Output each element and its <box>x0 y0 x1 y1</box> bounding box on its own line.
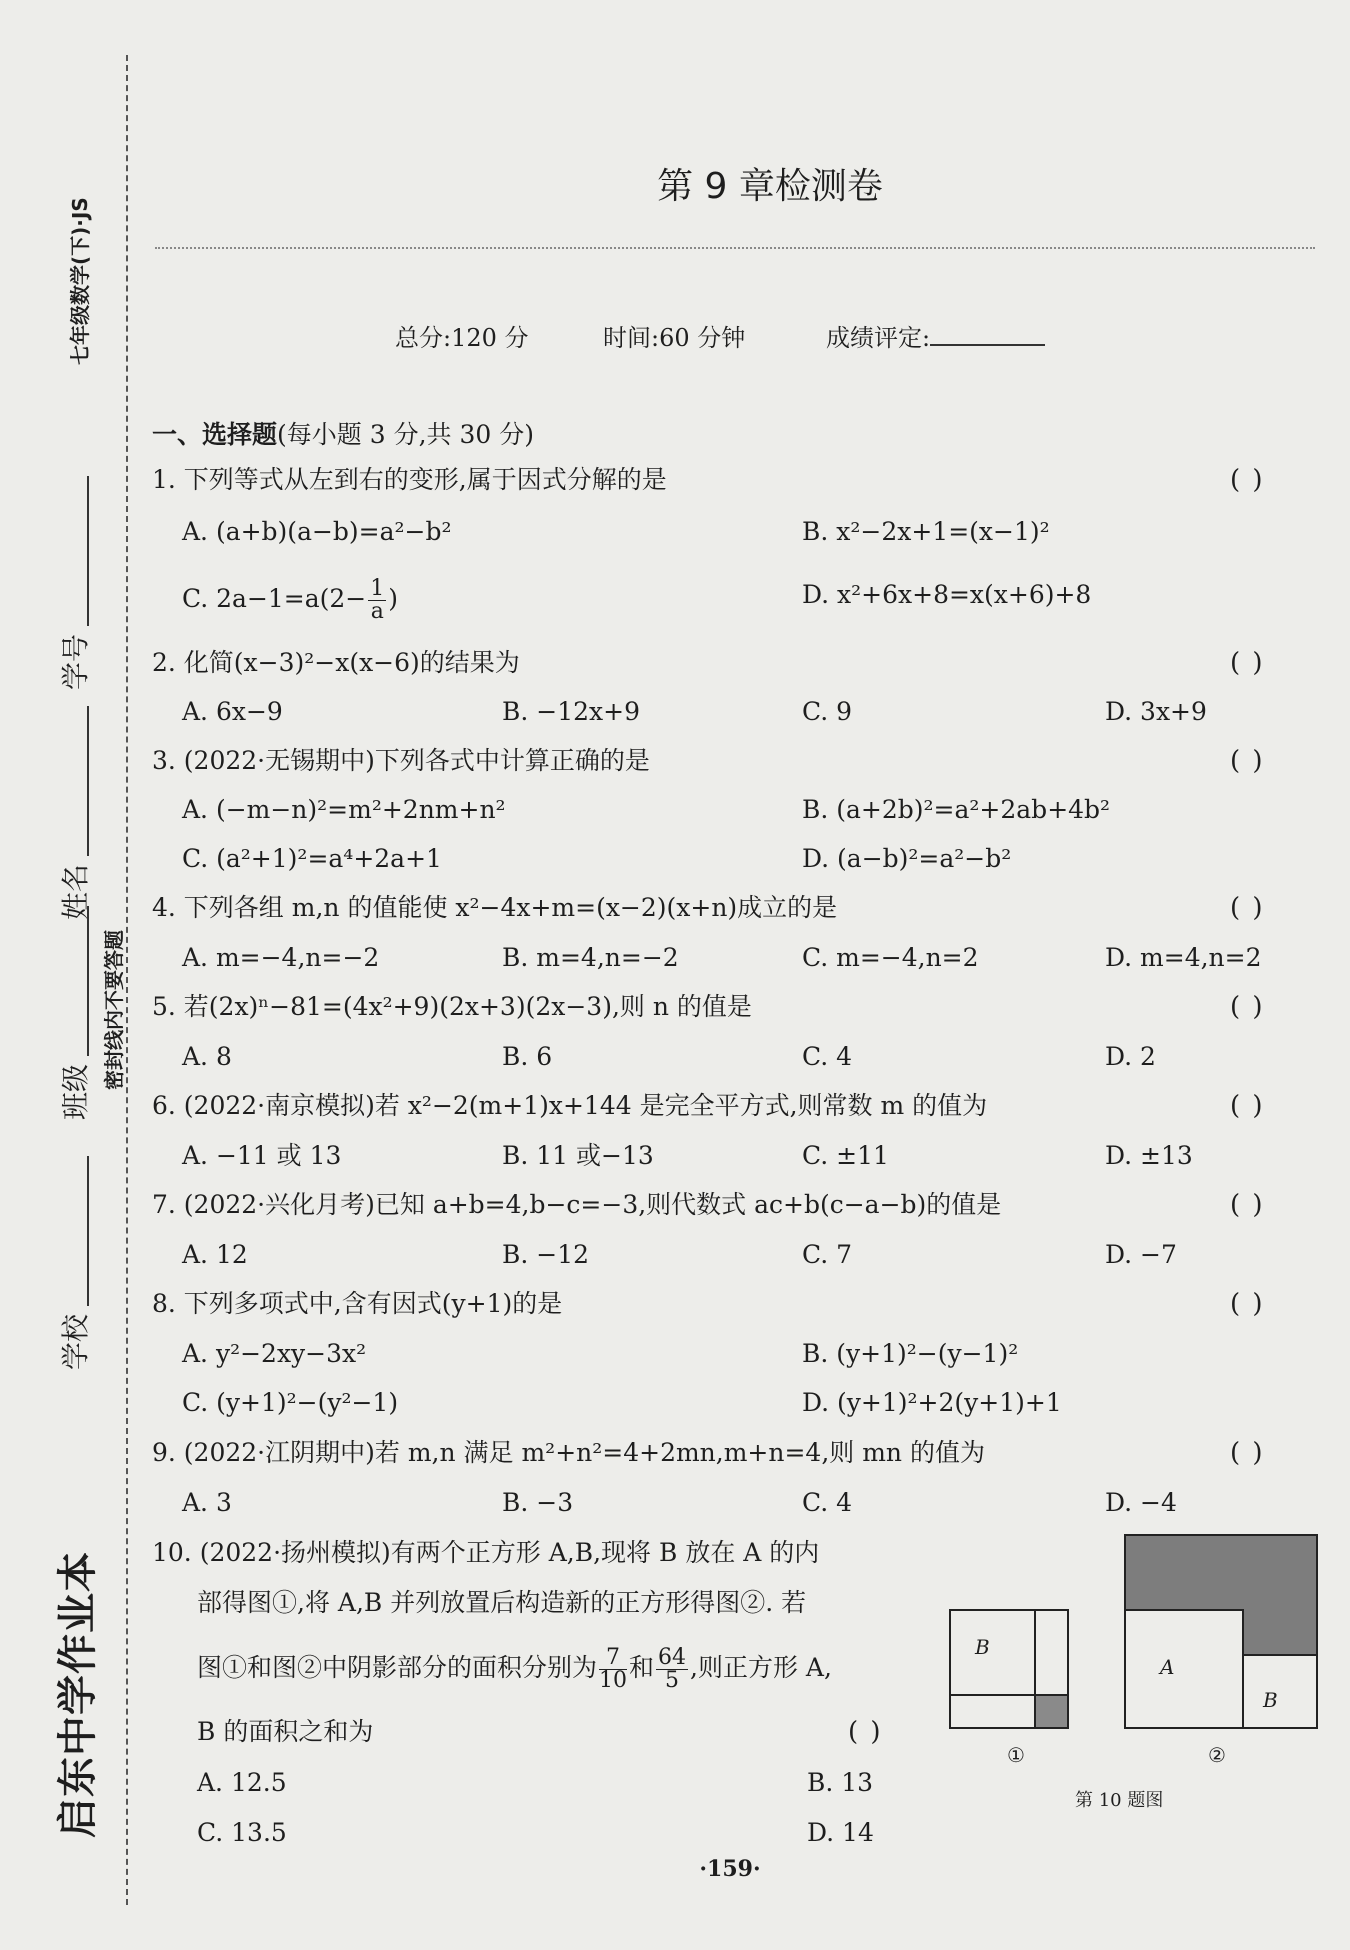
section-label: 一、选择题 <box>152 420 278 449</box>
q7-answer-blank[interactable]: ( ) <box>1230 1190 1265 1220</box>
q10-stem-line3 <box>197 1647 832 1692</box>
section-heading <box>152 418 534 452</box>
q3-option-a[interactable]: A. (−m−n)²=m²+2nm+n² <box>182 795 506 824</box>
q6-answer-blank[interactable]: ( ) <box>1230 1091 1265 1121</box>
figure-caption: 第 10 题图 <box>1075 1790 1164 1811</box>
figure-2-square-a <box>1125 1610 1243 1728</box>
figure-2-label-a: A <box>1160 1655 1175 1679</box>
q1-fraction-num: 1 <box>370 576 385 601</box>
q4-answer-blank[interactable]: ( ) <box>1230 893 1265 923</box>
q10-answer-blank[interactable]: ( ) <box>848 1717 883 1747</box>
q10-option-d[interactable]: D. 14 <box>807 1818 874 1847</box>
q7-option-a[interactable]: A. 12 <box>182 1240 248 1269</box>
q5-stem: 5. 若(2x)ⁿ−81=(4x²+9)(2x+3)(2x−3),则 n 的值是 <box>152 992 752 1021</box>
q1-option-c-post: ) <box>388 584 399 613</box>
page-number: ·159· <box>699 1856 761 1882</box>
q7-option-d[interactable]: D. −7 <box>1105 1240 1177 1269</box>
q4-option-d[interactable]: D. m=4,n=2 <box>1105 943 1262 972</box>
figure-2-label-b: B <box>1263 1688 1278 1712</box>
q4-option-a[interactable]: A. m=−4,n=−2 <box>182 943 380 972</box>
q10-figure <box>940 1530 1320 1790</box>
student-id-label: 学号 <box>59 633 92 690</box>
q5-option-d[interactable]: D. 2 <box>1105 1042 1156 1071</box>
student-id-blank[interactable] <box>63 476 89 626</box>
q3-stem: 3. (2022·无锡期中)下列各式中计算正确的是 <box>152 746 650 775</box>
q8-option-a[interactable]: A. y²−2xy−3x² <box>182 1339 367 1368</box>
q9-option-d[interactable]: D. −4 <box>1105 1488 1177 1517</box>
q8-option-b[interactable]: B. (y+1)²−(y−1)² <box>802 1339 1019 1368</box>
q7-stem: 7. (2022·兴化月考)已知 a+b=4,b−c=−3,则代数式 ac+b(c−a−b)的值是 <box>152 1190 1002 1219</box>
q1-answer-blank[interactable]: ( ) <box>1230 465 1265 495</box>
seal-note: 密封线内不要答题 <box>102 930 126 1090</box>
q4-stem: 4. 下列各组 m,n 的值能使 x²−4x+m=(x−2)(x+n)成立的是 <box>152 893 838 922</box>
school-label: 学校 <box>59 1313 92 1370</box>
q9-option-b[interactable]: B. −3 <box>502 1488 574 1517</box>
figure-2 <box>1125 1535 1317 1728</box>
q10-fraction-2 <box>656 1647 688 1692</box>
q3-option-d[interactable]: D. (a−b)²=a²−b² <box>802 844 1012 873</box>
q10-line3-pre: 图①和图②中阴影部分的面积分别为 <box>197 1653 598 1682</box>
figure-1-shaded-region <box>1035 1695 1068 1728</box>
q1-option-c-pre: C. 2a−1=a(2− <box>182 584 367 613</box>
school-field <box>54 1156 94 1370</box>
q10-fraction-1 <box>599 1647 627 1692</box>
q5-answer-blank[interactable]: ( ) <box>1230 992 1265 1022</box>
q9-option-a[interactable]: A. 3 <box>182 1488 232 1517</box>
q8-stem: 8. 下列多项式中,含有因式(y+1)的是 <box>152 1289 563 1318</box>
q6-option-c[interactable]: C. ±11 <box>802 1141 889 1170</box>
figure-1-caption: ① <box>1007 1743 1025 1767</box>
q2-option-d[interactable]: D. 3x+9 <box>1105 697 1207 726</box>
q1-option-c[interactable] <box>182 578 398 623</box>
figure-2-caption: ② <box>1208 1743 1226 1767</box>
class-field <box>54 906 94 1120</box>
q1-fraction-den: a <box>370 599 384 624</box>
q3-option-b[interactable]: B. (a+2b)²=a²+2ab+4b² <box>802 795 1111 824</box>
q8-option-d[interactable]: D. (y+1)²+2(y+1)+1 <box>802 1388 1062 1417</box>
name-blank[interactable] <box>63 706 89 856</box>
q6-option-d[interactable]: D. ±13 <box>1105 1141 1193 1170</box>
q10-stem-line2: 部得图①,将 A,B 并列放置后构造新的正方形得图②. 若 <box>197 1588 807 1617</box>
q10-stem-line1: 10. (2022·扬州模拟)有两个正方形 A,B,现将 B 放在 A 的内 <box>152 1538 820 1567</box>
q2-option-c[interactable]: C. 9 <box>802 697 853 726</box>
page-title: 第 9 章检测卷 <box>657 166 883 207</box>
q5-option-c[interactable]: C. 4 <box>802 1042 853 1071</box>
total-score: 总分:120 分 <box>395 324 529 352</box>
q6-stem: 6. (2022·南京模拟)若 x²−2(m+1)x+144 是完全平方式,则常数 m 的值为 <box>152 1091 988 1120</box>
q9-option-c[interactable]: C. 4 <box>802 1488 853 1517</box>
q10-fraction-2-den: 5 <box>665 1668 680 1693</box>
grade-field <box>826 318 1045 353</box>
q1-stem: 1. 下列等式从左到右的变形,属于因式分解的是 <box>152 465 667 494</box>
q6-option-b[interactable]: B. 11 或−13 <box>502 1141 654 1170</box>
figure-1-label-b: B <box>975 1635 990 1659</box>
series-label: 七年级数学(下)·JS <box>68 197 92 365</box>
q3-option-c[interactable]: C. (a²+1)²=a⁴+2a+1 <box>182 844 442 873</box>
q10-option-c[interactable]: C. 13.5 <box>197 1818 287 1847</box>
student-id-field <box>54 476 94 690</box>
q1-fraction <box>368 578 386 623</box>
q4-option-c[interactable]: C. m=−4,n=2 <box>802 943 979 972</box>
q10-stem-line4: B 的面积之和为 <box>197 1717 374 1746</box>
grade-label: 成绩评定: <box>826 324 931 352</box>
q2-option-a[interactable]: A. 6x−9 <box>182 697 283 726</box>
q10-line3-post: ,则正方形 A, <box>690 1653 832 1682</box>
grade-blank[interactable] <box>930 322 1045 346</box>
q8-answer-blank[interactable]: ( ) <box>1230 1289 1265 1319</box>
q2-answer-blank[interactable]: ( ) <box>1230 648 1265 678</box>
q10-option-a[interactable]: A. 12.5 <box>197 1768 287 1797</box>
q3-answer-blank[interactable]: ( ) <box>1230 746 1265 776</box>
q10-option-b[interactable]: B. 13 <box>807 1768 874 1797</box>
q9-stem: 9. (2022·江阴期中)若 m,n 满足 m²+n²=4+2mn,m+n=4,则 mn 的值为 <box>152 1438 985 1467</box>
q10-line3-mid: 和 <box>629 1653 655 1682</box>
figure-2-square-b <box>1243 1655 1317 1728</box>
q5-option-a[interactable]: A. 8 <box>182 1042 232 1071</box>
q5-option-b[interactable]: B. 6 <box>502 1042 553 1071</box>
q7-option-c[interactable]: C. 7 <box>802 1240 853 1269</box>
name-field <box>54 706 94 920</box>
q1-option-b[interactable]: B. x²−2x+1=(x−1)² <box>802 517 1050 546</box>
class-blank[interactable] <box>63 906 89 1056</box>
figure-1-square-b <box>950 1610 1035 1695</box>
q2-stem: 2. 化简(x−3)²−x(x−6)的结果为 <box>152 648 520 677</box>
brand-label: 启东中学作业本 <box>55 1551 101 1838</box>
q1-option-a[interactable]: A. (a+b)(a−b)=a²−b² <box>182 517 452 546</box>
q7-option-b[interactable]: B. −12 <box>502 1240 590 1269</box>
class-label: 班级 <box>59 1063 92 1120</box>
section-note: (每小题 3 分,共 30 分) <box>277 420 534 449</box>
q9-answer-blank[interactable]: ( ) <box>1230 1438 1265 1468</box>
q4-option-b[interactable]: B. m=4,n=−2 <box>502 943 679 972</box>
figure-1 <box>950 1610 1068 1728</box>
q10-fraction-1-den: 10 <box>599 1668 628 1693</box>
q8-option-c[interactable]: C. (y+1)²−(y²−1) <box>182 1388 399 1417</box>
school-blank[interactable] <box>63 1156 89 1306</box>
q10-fraction-1-num: 7 <box>599 1647 627 1670</box>
q1-option-d[interactable]: D. x²+6x+8=x(x+6)+8 <box>802 580 1092 609</box>
time-limit: 时间:60 分钟 <box>603 324 746 352</box>
q10-fraction-2-num: 64 <box>658 1645 687 1670</box>
title-divider <box>155 247 1315 249</box>
q2-option-b[interactable]: B. −12x+9 <box>502 697 640 726</box>
q6-option-a[interactable]: A. −11 或 13 <box>182 1141 342 1170</box>
name-label: 姓名 <box>59 863 92 920</box>
